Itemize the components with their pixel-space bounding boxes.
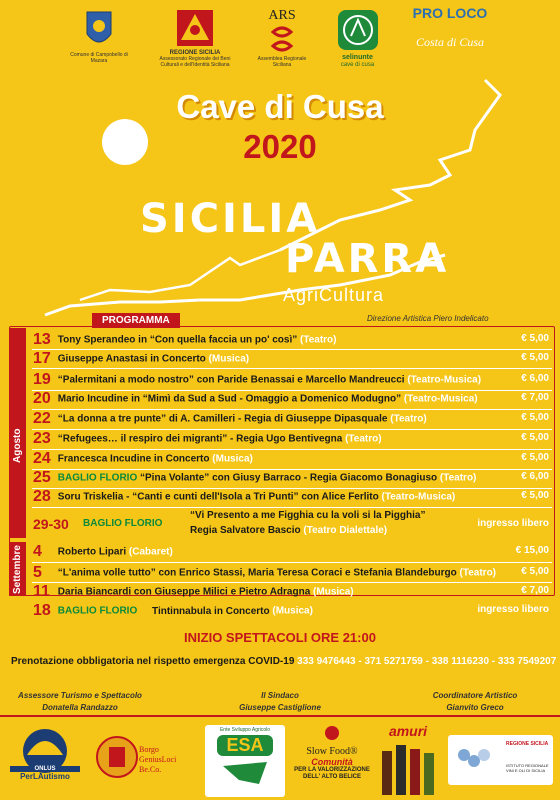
event-row: [33, 543, 553, 561]
regione-small-label: REGIONE SICILIA: [506, 741, 549, 747]
event-day: 24: [33, 450, 51, 467]
slowfood-sub: PER LA VALORIZZAZIONE DELL' ALTO BELICE: [294, 767, 370, 780]
event-price: € 5,00: [521, 333, 549, 344]
event-day: 29-30: [33, 516, 69, 532]
event-title: “Vi Presento a me Figghia cu la voli si la Pigghia”: [190, 510, 426, 521]
comune-logo: [70, 8, 128, 64]
perlautismo-label: PerLAutismo: [20, 772, 70, 781]
event-price: € 15,00: [515, 545, 549, 556]
event-genre: (Teatro-Musica): [403, 393, 478, 405]
esa-label: ESA: [217, 735, 273, 756]
event-row: [33, 350, 553, 368]
event-row: [33, 583, 553, 601]
comune-crest-icon: [84, 8, 114, 50]
event-row: [33, 390, 553, 408]
event-genre: (Teatro-Musica): [407, 374, 482, 386]
selinunte-sub: cave di cusa: [340, 62, 375, 68]
event-price: € 7,00: [521, 585, 549, 596]
event-genre: (Teatro): [459, 567, 497, 579]
esa-logo: [205, 725, 285, 797]
event-genre: (Teatro): [390, 413, 427, 425]
month-bar-settembre: [9, 542, 26, 596]
event-day: 22: [33, 410, 51, 427]
regione-title: REGIONE SICILIA: [169, 50, 221, 56]
event-price: € 5,00: [521, 452, 549, 463]
event-title: Roberto Lipari: [57, 546, 127, 558]
event-title: Tony Sperandeo in “Con quella faccia un po' così”: [57, 334, 298, 346]
signature-role: Il Sindaco: [261, 691, 299, 700]
event-row: [33, 410, 553, 428]
event-day: 13: [33, 331, 51, 348]
booking-text: Prenotazione obbligatoria nel rispetto emergenza COVID-19: [11, 656, 295, 667]
parra-heading: PARRA: [285, 236, 450, 282]
borgo-logo: [95, 729, 195, 785]
selinunte-icon: [336, 8, 380, 52]
event-row: [33, 469, 553, 487]
perlautismo-logo: [10, 725, 80, 781]
event-genre: (Musica): [272, 605, 313, 617]
month-agosto: Agosto: [12, 428, 23, 463]
proloco-logo: [405, 4, 495, 62]
ars-sub: Assemblea Regionale Siciliana: [257, 56, 307, 68]
event-title: Cave di Cusa: [176, 88, 384, 125]
event-row: [33, 508, 553, 540]
event-row: [33, 371, 553, 389]
event-row: [33, 564, 553, 582]
sicily-map-icon: [219, 758, 271, 788]
event-day: 5: [33, 564, 42, 581]
ars-emblem-icon: [267, 24, 297, 54]
event-year: 2020: [243, 128, 317, 165]
event-title: “Palermitani a modo nostro” con Paride Benassai e Marcello Mandreucci: [57, 374, 405, 386]
event-title-line2: Regia Salvatore Bascio: [190, 525, 301, 536]
borgo-label: Borgo GeniusLoci Be.Co.: [139, 745, 177, 774]
slowfood-comunita: Comunità: [311, 757, 353, 767]
sicilia-heading: SICILIA: [140, 196, 321, 242]
istituto-logo: [448, 735, 553, 785]
event-price: € 5,00: [521, 352, 549, 363]
grapes-olives-icon: [452, 741, 502, 781]
selinunte-logo: [330, 8, 385, 68]
trinacria-icon: [175, 8, 215, 48]
istituto-label: ISTITUTO REGIONALE VINI E OLI DI SICILIA: [506, 763, 549, 773]
event-genre: (Teatro-Musica): [381, 491, 456, 503]
event-title: “Pina Volante” con Giusy Barraco - Regia Giacomo Bonagiuso: [140, 472, 438, 484]
borgo-crest-icon: [95, 729, 139, 785]
event-day: 23: [33, 430, 51, 447]
event-genre: (Musica): [212, 453, 253, 465]
event-row: [33, 430, 553, 448]
event-day: 28: [33, 488, 51, 505]
event-price: € 5,00: [521, 432, 549, 443]
event-day: 20: [33, 390, 51, 407]
event-title: Soru Triskelia - “Canti e cunti dell'Isola a Tri Punti” con Alice Ferlito: [57, 491, 379, 503]
costa-label: Costa di Cusa: [415, 35, 484, 49]
event-day: 19: [33, 371, 51, 388]
event-row: [33, 488, 553, 506]
event-day: 25: [33, 469, 51, 486]
programma-label: PROGRAMMA: [92, 313, 180, 328]
event-title: Daria Biancardi con Giuseppe Milici e Pietro Adragna: [57, 586, 311, 598]
regione-logo: [155, 8, 235, 68]
direzione-artistica: Direzione Artistica Piero Indelicato: [367, 314, 489, 323]
event-price: ingresso libero: [477, 604, 549, 615]
bottles-icon: [378, 739, 438, 797]
event-day: 11: [33, 583, 50, 600]
event-title: “La donna a tre punte” di A. Camilleri - Regia di Giuseppe Dipasquale: [57, 413, 388, 425]
event-row: [33, 331, 553, 349]
event-price: € 6,00: [521, 373, 549, 384]
event-location: BAGLIO FLORIO: [57, 605, 138, 617]
agricultura-heading: AgriCultura: [283, 285, 385, 305]
ars-logo: [252, 8, 312, 68]
event-price: € 5,00: [521, 490, 549, 501]
signature-role: Assessore Turismo e Spettacolo: [18, 691, 142, 700]
onlus-label: ONLUS: [10, 766, 80, 772]
event-price: € 5,00: [521, 566, 549, 577]
month-bar-agosto: [9, 328, 26, 538]
event-genre: (Teatro Dialettale): [303, 525, 388, 536]
start-time-notice: INIZIO SPETTACOLI ORE 21:00: [184, 630, 376, 645]
signature-name: Giuseppe Castiglione: [239, 703, 321, 712]
event-genre: (Cabaret): [128, 546, 173, 558]
selinunte-label: selinunte: [342, 54, 373, 61]
esa-sub: Ente Sviluppo Agricolo: [219, 727, 271, 733]
comune-label: Comune di Campobello di Mazara: [70, 52, 128, 64]
event-day: 17: [33, 350, 51, 367]
month-settembre: Settembre: [12, 545, 23, 594]
snail-icon: [323, 725, 341, 741]
booking-phones: 333 9476443 - 371 5271759 - 338 1116230 - 333 7549207: [297, 656, 557, 667]
amuri-label: amuri: [388, 723, 428, 739]
event-price: € 5,00: [521, 412, 549, 423]
event-title: Tintinnabula in Concerto: [152, 605, 270, 617]
event-title: Francesca Incudine in Concerto: [57, 453, 210, 465]
amuri-logo: [377, 723, 439, 800]
event-price: € 7,00: [521, 392, 549, 403]
signature-sindaco: [205, 690, 355, 714]
regione-sub: Assessorato Regionale dei Beni Culturali e dell'Identità Siciliana: [159, 56, 231, 68]
slowfood-logo: [292, 725, 372, 781]
event-genre: (Teatro): [439, 472, 477, 484]
event-day: 4: [33, 543, 42, 560]
event-location: BAGLIO FLORIO: [83, 518, 163, 529]
signature-coordinatore: [400, 690, 550, 714]
event-genre: (Musica): [208, 353, 250, 365]
booking-notice: [11, 656, 556, 667]
event-genre: (Teatro): [300, 334, 337, 346]
event-title: Giuseppe Anastasi in Concerto: [57, 353, 206, 365]
event-genre: (Musica): [313, 586, 354, 598]
ars-title: ARS: [268, 8, 296, 23]
event-day: 18: [33, 602, 51, 619]
crack-line-mid: [80, 250, 280, 300]
event-title: “L'anima volle tutto” con Enrico Stassi, Maria Teresa Coraci e Stefania Blandeburgo: [57, 567, 457, 579]
signature-name: Donatella Randazzo: [42, 703, 118, 712]
proloco-label: PRO LOCO: [412, 5, 488, 21]
event-price: € 6,00: [521, 471, 549, 482]
signature-role: Coordinatore Artistico: [432, 691, 518, 700]
slowfood-label: Slow Food®: [306, 746, 358, 757]
event-title: “Refugees… il respiro dei migranti” - Regia Ugo Bentivegna: [57, 433, 343, 445]
signature-assessore: [5, 690, 155, 714]
event-row: [33, 602, 553, 620]
event-title: Mario Incudine in “Mimì da Sud a Sud - Omaggio a Domenico Modugno”: [57, 393, 402, 405]
event-genre: (Teatro): [345, 433, 382, 445]
signature-name: Gianvito Greco: [446, 703, 504, 712]
event-price: ingresso libero: [477, 518, 549, 529]
event-location: BAGLIO FLORIO: [57, 472, 138, 484]
event-row: [33, 450, 553, 468]
sponsor-strip: [0, 715, 560, 800]
